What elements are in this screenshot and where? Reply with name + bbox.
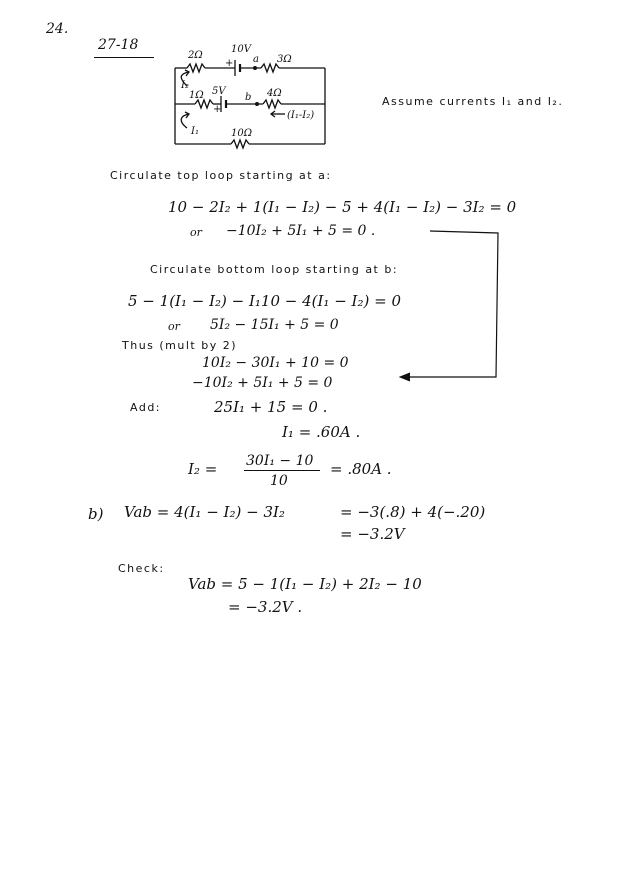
label-r-mid-left: 1Ω	[189, 90, 204, 101]
label-current-i2: I₂	[181, 80, 189, 91]
i1-solution: I₁ = .60A .	[282, 423, 361, 441]
thus-label: Thus (mult by 2)	[122, 339, 238, 352]
bottom-loop-simplified: 5I₂ − 15I₁ + 5 = 0	[210, 317, 339, 333]
label-node-b: b	[245, 92, 252, 103]
label-r-mid-right: 4Ω	[267, 88, 282, 99]
resistor-mid-left	[195, 100, 213, 108]
part-b-result: = −3.2V	[340, 525, 405, 543]
bottom-loop-heading: Circulate bottom loop starting at b:	[150, 263, 399, 276]
part-b-label: b)	[88, 505, 104, 523]
reference-underline	[94, 57, 154, 58]
check-result: = −3.2V .	[228, 598, 303, 616]
i2-denominator: 10	[270, 473, 288, 489]
i2-lhs: I₂ =	[188, 460, 218, 478]
add-equation: 25I₁ + 15 = 0 .	[214, 398, 328, 416]
part-b-equation: Vab = 4(I₁ − I₂) − 3I₂	[124, 503, 285, 521]
node-b-dot	[255, 102, 259, 106]
bottom-loop-equation: 5 − 1(I₁ − I₂) − I₁10 − 4(I₁ − I₂) = 0	[128, 292, 401, 310]
top-loop-or: or	[190, 226, 202, 239]
i2-numerator: 30I₁ − 10	[246, 453, 314, 469]
part-b-rhs: = −3(.8) + 4(−.20)	[340, 503, 486, 521]
label-r-bottom: 10Ω	[231, 128, 253, 139]
label-r-top-left: 2Ω	[188, 50, 203, 61]
label-node-a: a	[253, 54, 259, 65]
resistor-top-left	[187, 64, 205, 72]
top-loop-heading: Circulate top loop starting at a:	[110, 169, 332, 182]
add-label: Add:	[130, 401, 162, 414]
bottom-loop-or: or	[168, 320, 180, 333]
label-emf-top: 10V	[231, 44, 251, 55]
resistor-bottom	[231, 140, 249, 148]
i2-result: = .80A .	[330, 460, 392, 478]
check-equation: Vab = 5 − 1(I₁ − I₂) + 2I₂ − 10	[188, 575, 422, 593]
problem-reference: 27-18	[98, 37, 139, 53]
node-a-dot	[253, 66, 257, 70]
battery-mid-plus-sign: +	[213, 104, 222, 115]
thus-equation-2: −10I₂ + 5I₁ + 5 = 0	[192, 375, 333, 391]
label-emf-mid: 5V	[212, 86, 226, 97]
problem-number: 24.	[46, 21, 69, 37]
thus-equation-1: 10I₂ − 30I₁ + 10 = 0	[202, 355, 349, 371]
resistor-top-right	[261, 64, 279, 72]
top-loop-equation: 10 − 2I₂ + 1(I₁ − I₂) − 5 + 4(I₁ − I₂) − 3I₂ = 0	[168, 198, 517, 216]
label-r-top-right: 3Ω	[277, 54, 292, 65]
label-current-i1: I₁	[191, 126, 199, 137]
assume-currents-note: Assume currents I₁ and I₂.	[382, 95, 564, 108]
top-loop-simplified: −10I₂ + 5I₁ + 5 = 0 .	[226, 223, 376, 239]
check-label: Check:	[118, 562, 165, 575]
label-current-diff: (I₁-I₂)	[287, 110, 315, 121]
i2-fraction-bar	[244, 470, 320, 471]
circuit-diagram	[165, 38, 345, 156]
resistor-mid-right	[263, 100, 281, 108]
battery-top-plus-sign: +	[225, 58, 234, 69]
